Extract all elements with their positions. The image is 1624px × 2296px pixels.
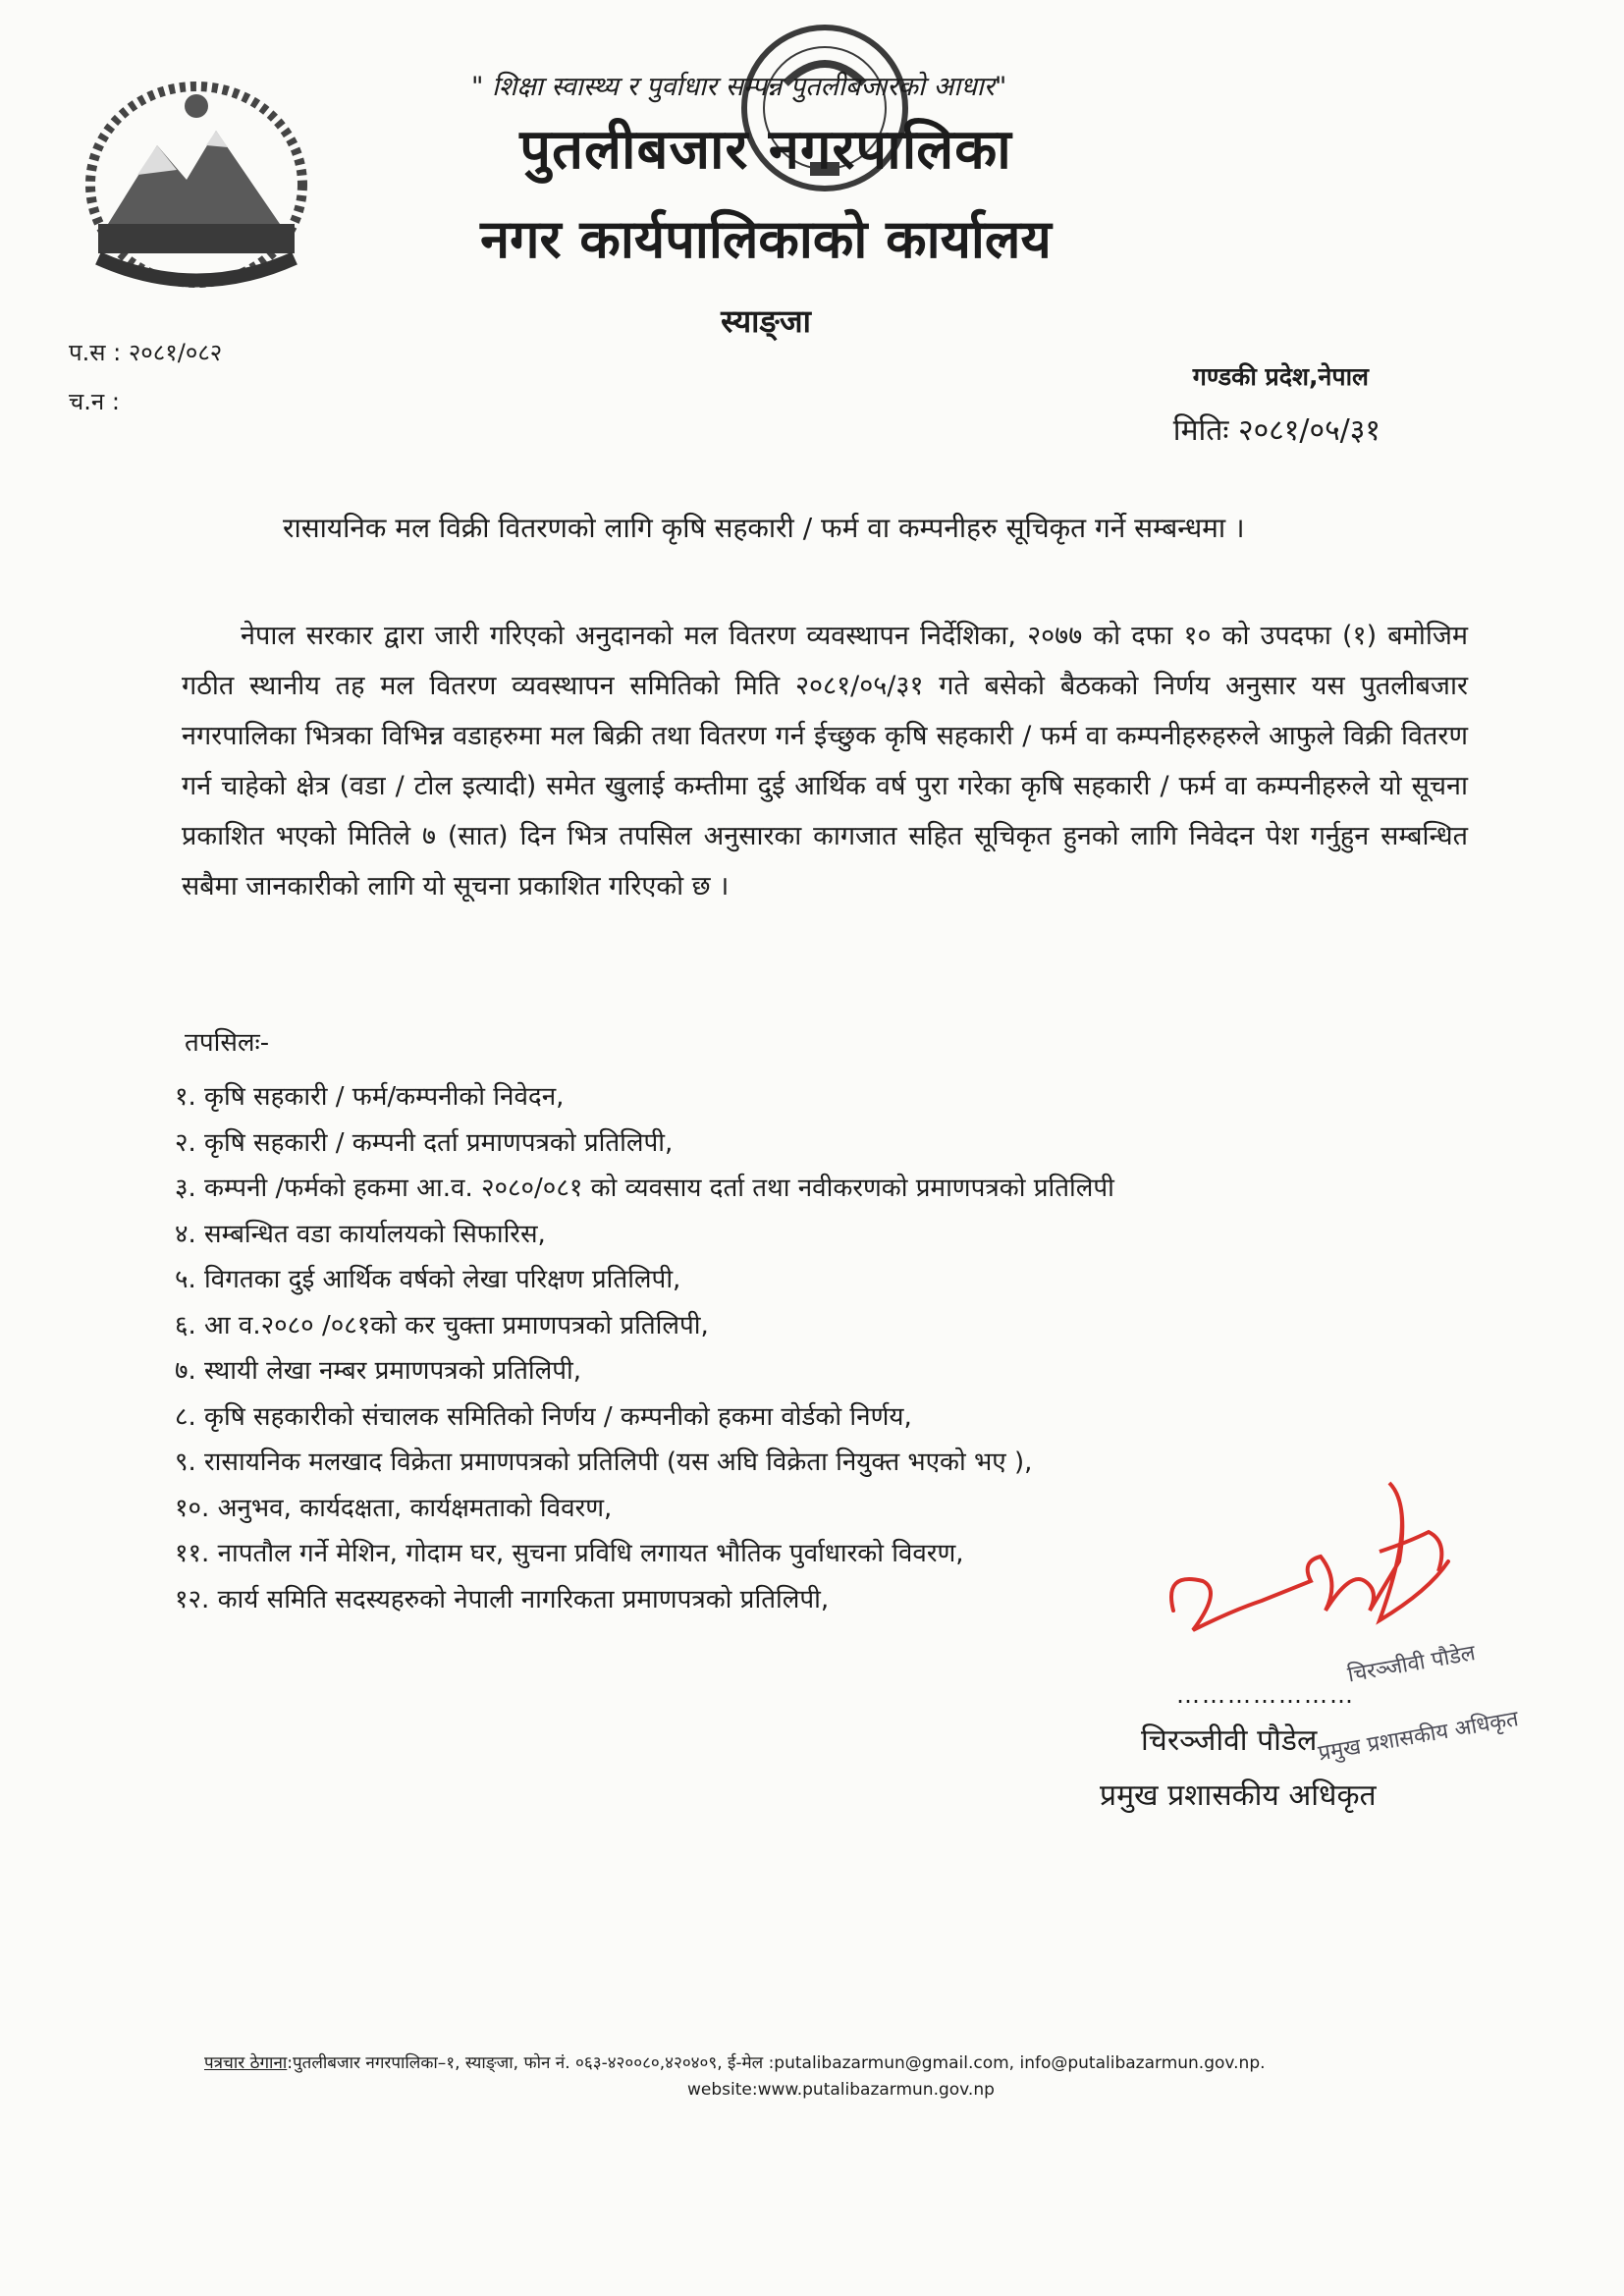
- stamp-name: चिरञ्जीवी पौडेल: [1345, 1641, 1478, 1688]
- stamp-title: प्रमुख प्रशासकीय अधिकृत: [1316, 1707, 1521, 1767]
- letter-date: मितिः २०८१/०५/३१: [1172, 413, 1380, 448]
- footer-website: website:www.putalibazarmun.gov.np: [687, 2080, 995, 2100]
- footer-address: [204, 2050, 1481, 2073]
- list-item: २. कृषि सहकारी / कम्पनी दर्ता प्रमाणपत्रको प्रतिलिपी,: [175, 1127, 674, 1158]
- footer-address-text: :पुतलीबजार नगरपालिका–१, स्याङ्जा, फोन नं. ०६३-४२००८०,४२०४०९, ई-मेल :putalibazarmun@gmail.com, info@putalibazarmun.gov.np.: [287, 2053, 1266, 2073]
- reference-number: प.स : २०८१/०८२: [69, 339, 223, 366]
- list-item: ९. रासायनिक मलखाद विक्रेता प्रमाणपत्रको प्रतिलिपी (यस अघि विक्रेता नियुक्त भएको भए ),: [175, 1448, 1033, 1477]
- province-name: गण्डकी प्रदेश,नेपाल: [1192, 362, 1369, 391]
- list-item: ६. आ व.२०८० /०८१को कर चुक्ता प्रमाणपत्रको प्रतिलिपी,: [175, 1310, 709, 1340]
- handwritten-signature-icon: [1154, 1463, 1478, 1669]
- office-name: नगर कार्यपालिकाको कार्यालय: [480, 208, 1052, 270]
- signer-name: चिरञ्जीवी पौडेल: [1141, 1723, 1318, 1758]
- dispatch-number: च.न :: [69, 388, 120, 415]
- header-tagline: " शिक्षा स्वास्थ्य र पुर्वाधार सम्पन्न पुतलीबजारको आधार": [471, 72, 1007, 102]
- list-item: ८. कृषि सहकारीको संचालक समितिको निर्णय / कम्पनीको हकमा वोर्डको निर्णय,: [175, 1401, 912, 1432]
- tapasil-heading: तपसिलः-: [185, 1028, 270, 1058]
- district-name: स्याङ्जा: [721, 302, 811, 340]
- list-item: १०. अनुभव, कार्यदक्षता, कार्यक्षमताको विवरण,: [175, 1493, 613, 1523]
- list-item: ५. विगतका दुई आर्थिक वर्षको लेखा परिक्षण प्रतिलिपी,: [175, 1265, 681, 1294]
- signature-line: …………………: [1176, 1681, 1355, 1709]
- list-item: ७. स्थायी लेखा नम्बर प्रमाणपत्रको प्रतिलिपी,: [175, 1356, 582, 1386]
- list-item: ११. नापतौल गर्ने मेशिन, गोदाम घर, सुचना प्रविधि लगायत भौतिक पुर्वाधारको विवरण,: [175, 1539, 964, 1568]
- signer-designation: प्रमुख प्रशासकीय अधिकृत: [1100, 1778, 1377, 1813]
- municipality-name: पुतलीबजार नगरपालिका: [519, 118, 1012, 182]
- list-item: १२. कार्य समिति सदस्यहरुको नेपाली नागरिकता प्रमाणपत्रको प्रतिलिपी,: [175, 1584, 830, 1614]
- footer-address-label: पत्रचार ठेगाना: [204, 2053, 288, 2073]
- list-item: ३. कम्पनी /फर्मको हकमा आ.व. २०८०/०८१ को व्यवसाय दर्ता तथा नवीकरणको प्रमाणपत्रको प्रतिलिपी: [175, 1174, 1114, 1203]
- letter-body: नेपाल सरकार द्वारा जारी गरिएको अनुदानको मल वितरण व्यवस्थापन निर्देशिका, २०७७ को दफा १० को उपदफा (१) बमोजिम गठीत स्थानीय तह मल वितरण व्यवस्थापन समितिको मिति २०८१/०५/३१ गते बसेको बैठकको निर्णय अनुसार यस पुतलीबजार नगरपालिका भित्रका विभिन्न वडाहरुमा मल बिक्री तथा वितरण गर्न ईच्छुक कृषि सहकारी / फर्म वा कम्पनीहरुहरुले आफुले विक्री वितरण गर्न चाहेको क्षेत्र (वडा / टोल इत्यादी) समेत खुलाई कम्तीमा दुई आर्थिक वर्ष पुरा गरेका कृषि सहकारी / फर्म वा कम्पनीहरुले यो सूचना प्रकाशित भएको मितिले ७ (सात) दिन भित्र तपसिल अनुसारका कागजात सहित सूचिकृत हुनको लागि निवेदन पेश गर्नुहुन सम्बन्धित सबैमा जानकारीको लागि यो सूचना प्रकाशित गरिएको छ ।: [182, 621, 1468, 902]
- nepal-government-emblem-icon: [69, 77, 324, 312]
- list-item: १. कृषि सहकारी / फर्म/कम्पनीको निवेदन,: [175, 1082, 565, 1112]
- letter-subject: रासायनिक मल विक्री वितरणको लागि कृषि सहकारी / फर्म वा कम्पनीहरु सूचिकृत गर्ने सम्बन्धमा ।: [283, 512, 1245, 544]
- list-item: ४. सम्बन्धित वडा कार्यालयको सिफारिस,: [175, 1219, 546, 1249]
